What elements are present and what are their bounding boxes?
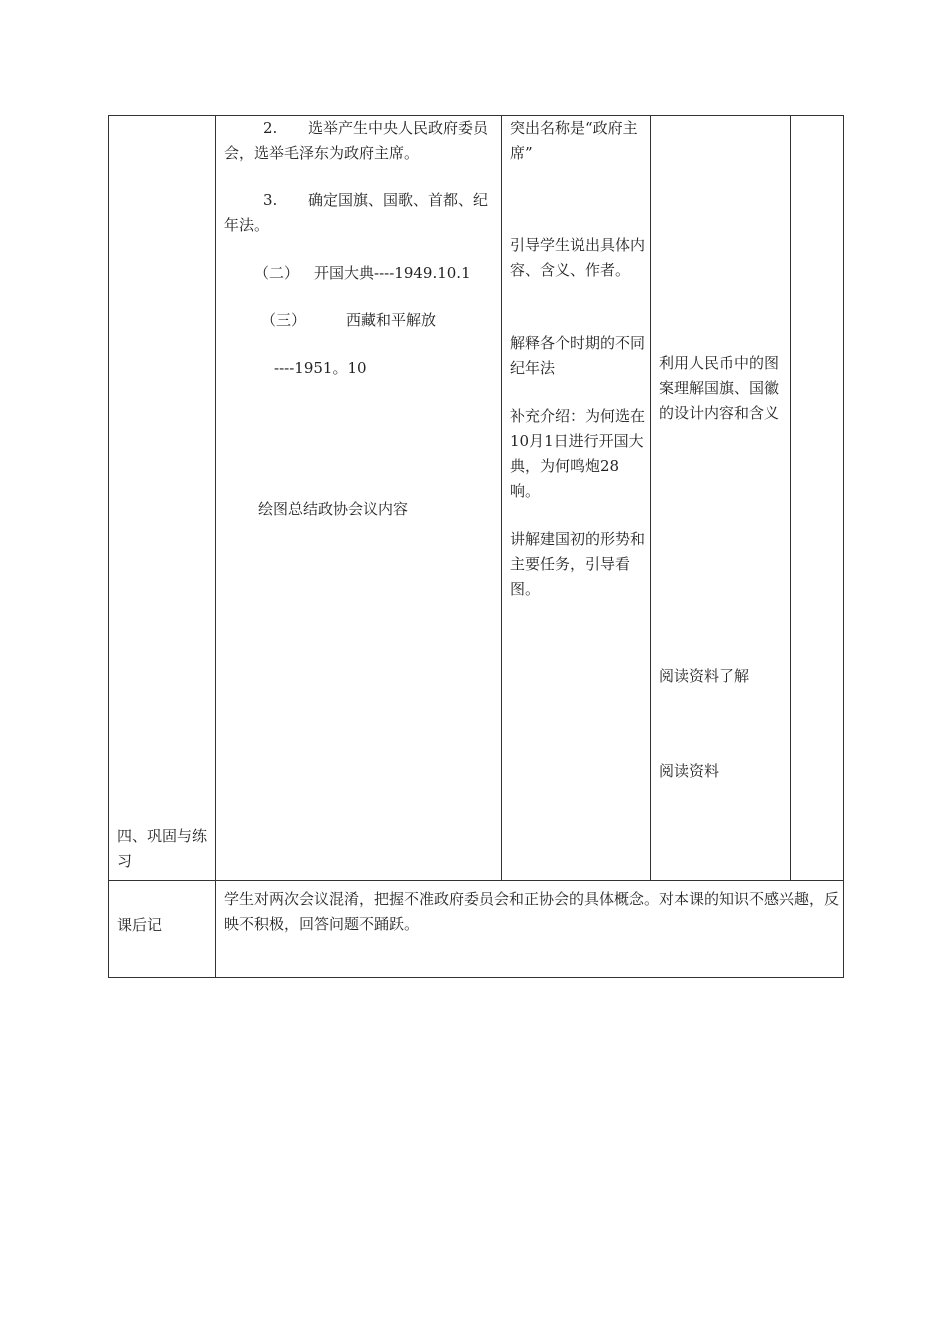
lesson-plan-table	[108, 115, 844, 978]
item-san-date: ----1951。10	[274, 359, 367, 377]
teacher-activity-cell	[502, 116, 651, 881]
teacher-note-2: 引导学生说出具体内容、含义、作者。	[510, 236, 646, 279]
teacher-note-5: 讲解建国初的形势和主要任务，引导看图。	[510, 530, 646, 598]
notes-label: 课后记	[117, 916, 163, 934]
table-row-main	[109, 116, 844, 881]
teacher-note-1: 突出名称是“政府主席”	[510, 119, 638, 162]
notes-label-cell	[109, 881, 216, 978]
item-2-text: 选举产生中央人民政府委员会，选举毛泽东为政府主席。	[224, 119, 489, 162]
table-row-notes	[109, 881, 844, 978]
item-2-number: 2.	[263, 119, 278, 137]
item-er-text: 开国大典----1949.10.1	[314, 264, 471, 282]
student-activity-cell	[651, 116, 791, 881]
drawing-note: 绘图总结政协会议内容	[258, 500, 409, 518]
teacher-note-3: 解释各个时期的不同纪年法	[510, 334, 646, 377]
item-3-number: 3.	[263, 191, 278, 209]
student-note-1: 利用人民币中的图案理解国旗、国徽的设计内容和含义	[659, 354, 780, 422]
student-note-3: 阅读资料	[659, 762, 720, 780]
notes-content: 学生对两次会议混淆，把握不准政府委员会和正协会的具体概念。对本课的知识不感兴趣，反映不积极，回答问题不踊跃。	[224, 890, 840, 933]
empty-cell	[791, 116, 844, 881]
section-label-cell	[109, 116, 216, 881]
item-san-number: （三）	[261, 311, 307, 329]
item-3-text: 确定国旗、国歌、首都、纪年法。	[224, 191, 489, 234]
item-san-text: 西藏和平解放	[346, 311, 437, 329]
section-label: 四、巩固与练习	[117, 827, 208, 870]
notes-content-cell	[216, 881, 844, 978]
student-note-2: 阅读资料了解	[659, 667, 750, 685]
content-cell	[216, 116, 502, 881]
item-er-number: （二）	[254, 264, 300, 282]
teacher-note-4: 补充介绍：为何选在10月1日进行开国大典，为何鸣炮28响。	[510, 407, 646, 500]
